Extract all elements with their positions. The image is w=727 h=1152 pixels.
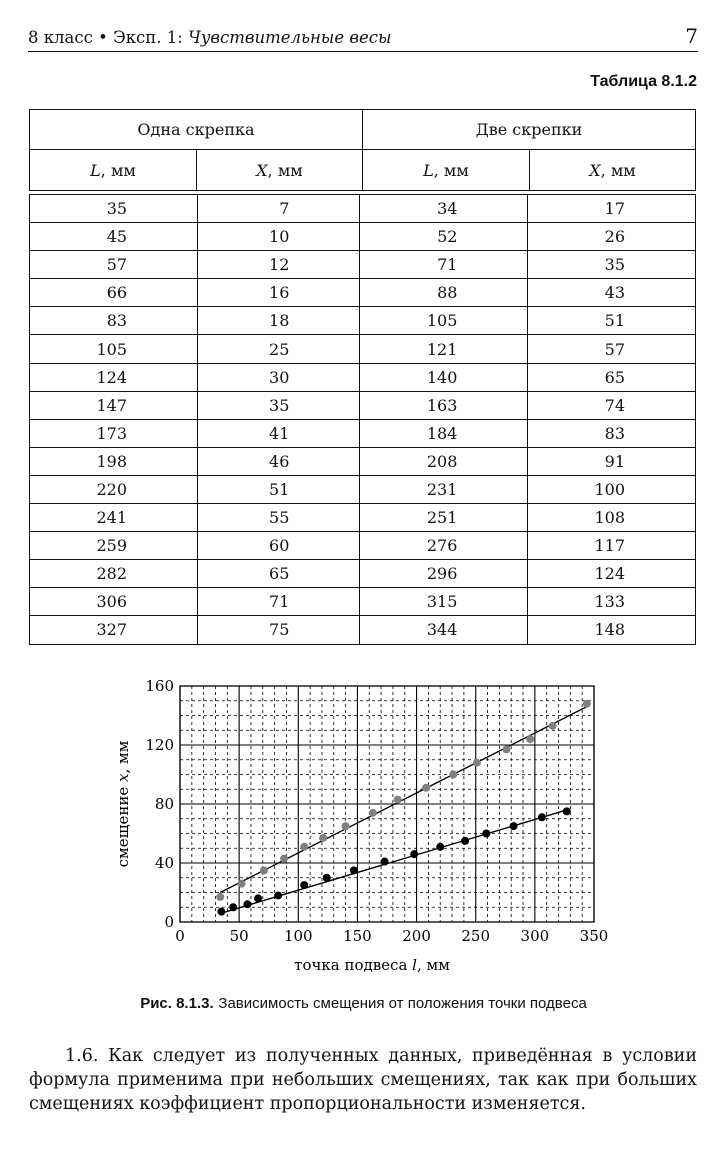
y-axis-label: смещение x, мм xyxy=(114,740,132,868)
table-cell: 315 xyxy=(360,588,528,616)
table-row xyxy=(30,616,696,644)
table-cell: 100 xyxy=(528,475,696,503)
table-cell: 117 xyxy=(528,532,696,560)
data-point-series-1 xyxy=(243,900,251,908)
data-point-series-2 xyxy=(526,735,534,743)
group-one-clip: Одна скрепка xyxy=(30,110,363,150)
table-cell: 344 xyxy=(360,616,528,644)
figure-caption-text: Зависимость смещения от положения точки подвеса xyxy=(218,995,587,1012)
data-point-series-2 xyxy=(473,759,481,767)
table-cell: 57 xyxy=(528,335,696,363)
table-header xyxy=(29,109,696,191)
table-cell: 184 xyxy=(360,419,528,447)
table-cell: 251 xyxy=(360,504,528,532)
table-row xyxy=(30,363,696,391)
table-cell: 46 xyxy=(198,447,360,475)
data-point-series-2 xyxy=(583,700,591,708)
table-cell: 108 xyxy=(528,504,696,532)
col-header-X2: X, мм xyxy=(529,150,695,191)
table-cell: 66 xyxy=(30,279,198,307)
table-cell: 16 xyxy=(198,279,360,307)
table-cell: 306 xyxy=(30,588,198,616)
table-row xyxy=(30,307,696,335)
table-cell: 133 xyxy=(528,588,696,616)
table-row xyxy=(30,532,696,560)
y-tick-label: 160 xyxy=(145,677,174,695)
data-point-series-2 xyxy=(502,745,510,753)
table-cell: 12 xyxy=(198,251,360,279)
table-row xyxy=(30,223,696,251)
x-tick-label: 50 xyxy=(229,927,249,945)
data-point-series-2 xyxy=(260,866,268,874)
table-cell: 83 xyxy=(30,307,198,335)
table-cell: 220 xyxy=(30,475,198,503)
table-cell: 7 xyxy=(198,195,360,223)
data-point-series-1 xyxy=(350,866,358,874)
data-point-series-1 xyxy=(510,822,518,830)
table-cell: 51 xyxy=(198,475,360,503)
table-cell: 327 xyxy=(30,616,198,644)
table-cell: 105 xyxy=(30,335,198,363)
data-point-series-1 xyxy=(410,850,418,858)
table-row xyxy=(30,391,696,419)
table-cell: 18 xyxy=(198,307,360,335)
table-row xyxy=(30,279,696,307)
x-tick-label: 100 xyxy=(283,927,313,945)
x-tick-label: 150 xyxy=(343,927,372,945)
header-left xyxy=(28,28,391,47)
table-cell: 71 xyxy=(360,251,528,279)
data-point-series-1 xyxy=(461,837,469,845)
table-row xyxy=(30,419,696,447)
table-cell: 45 xyxy=(30,223,198,251)
y-tick-label: 80 xyxy=(154,795,174,813)
data-point-series-1 xyxy=(563,807,571,815)
col-header-L2: L, мм xyxy=(362,150,529,191)
x-tick-label: 300 xyxy=(520,927,550,945)
table-row xyxy=(30,195,696,223)
x-tick-label: 0 xyxy=(175,927,185,945)
table-cell: 83 xyxy=(528,419,696,447)
table-row xyxy=(30,335,696,363)
y-tick-label: 0 xyxy=(164,913,174,931)
table-cell: 17 xyxy=(528,195,696,223)
table-row xyxy=(30,251,696,279)
table-cell: 124 xyxy=(528,560,696,588)
table-cell: 55 xyxy=(198,504,360,532)
data-point-series-1 xyxy=(482,830,490,838)
table-cell: 35 xyxy=(528,251,696,279)
header-rule xyxy=(28,51,698,52)
data-point-series-2 xyxy=(216,893,224,901)
col-header-X1: X, мм xyxy=(196,150,362,191)
header-exp: Эксп. 1: xyxy=(113,28,183,47)
data-point-series-2 xyxy=(300,843,308,851)
y-tick-label: 40 xyxy=(154,854,174,872)
data-point-series-1 xyxy=(274,891,282,899)
chart xyxy=(100,670,620,982)
table-caption: Таблица 8.1.2 xyxy=(590,73,697,90)
table-cell: 147 xyxy=(30,391,198,419)
table-cell: 43 xyxy=(528,279,696,307)
table-row xyxy=(30,504,696,532)
table-cell: 51 xyxy=(528,307,696,335)
data-point-series-2 xyxy=(342,822,350,830)
table-cell: 10 xyxy=(198,223,360,251)
data-point-series-1 xyxy=(381,858,389,866)
header-grade: 8 класс xyxy=(28,28,93,47)
table-cell: 35 xyxy=(30,195,198,223)
data-point-series-1 xyxy=(323,874,331,882)
table-cell: 124 xyxy=(30,363,198,391)
table-cell: 198 xyxy=(30,447,198,475)
page-header xyxy=(28,22,698,48)
table-cell: 60 xyxy=(198,532,360,560)
table-cell: 26 xyxy=(528,223,696,251)
table-cell: 173 xyxy=(30,419,198,447)
table-cell: 71 xyxy=(198,588,360,616)
table-cell: 121 xyxy=(360,335,528,363)
data-point-series-1 xyxy=(217,908,225,916)
data-point-series-2 xyxy=(422,784,430,792)
table-cell: 148 xyxy=(528,616,696,644)
x-tick-label: 250 xyxy=(461,927,491,945)
table-cell: 163 xyxy=(360,391,528,419)
table-cell: 105 xyxy=(360,307,528,335)
table-body xyxy=(29,194,696,645)
data-point-series-2 xyxy=(449,771,457,779)
table-cell: 241 xyxy=(30,504,198,532)
table-cell: 41 xyxy=(198,419,360,447)
table-cell: 65 xyxy=(198,560,360,588)
table-cell: 259 xyxy=(30,532,198,560)
table-cell: 25 xyxy=(198,335,360,363)
table-cell: 65 xyxy=(528,363,696,391)
table-cell: 35 xyxy=(198,391,360,419)
header-bullet: • xyxy=(98,28,108,47)
x-tick-label: 200 xyxy=(402,927,431,945)
table-cell: 30 xyxy=(198,363,360,391)
data-point-series-2 xyxy=(394,796,402,804)
data-point-series-1 xyxy=(300,881,308,889)
col-header-L1: L, мм xyxy=(30,150,197,191)
table-row xyxy=(30,560,696,588)
data-point-series-2 xyxy=(549,722,557,730)
y-tick-label: 120 xyxy=(145,736,174,754)
table-row xyxy=(30,447,696,475)
paragraph: 1.6. Как следует из полученных данных, приведённая в условии формула применима при небольших смещениях, так как при больших смещениях коэффициент пропорциональности изменяется. xyxy=(29,1046,697,1114)
data-point-series-2 xyxy=(369,809,377,817)
figure-caption xyxy=(0,994,727,1012)
data-point-series-1 xyxy=(229,903,237,911)
group-two-clips: Две скрепки xyxy=(362,110,695,150)
table-cell: 74 xyxy=(528,391,696,419)
data-point-series-2 xyxy=(238,880,246,888)
table-cell: 75 xyxy=(198,616,360,644)
table-cell: 57 xyxy=(30,251,198,279)
table-cell: 296 xyxy=(360,560,528,588)
table-cell: 88 xyxy=(360,279,528,307)
table-cell: 231 xyxy=(360,475,528,503)
table-cell: 91 xyxy=(528,447,696,475)
page-number: 7 xyxy=(685,24,698,48)
table-row xyxy=(30,588,696,616)
table-cell: 276 xyxy=(360,532,528,560)
data-point-series-1 xyxy=(436,843,444,851)
figure-label: Рис. 8.1.3. xyxy=(140,995,214,1012)
data-point-series-1 xyxy=(538,813,546,821)
header-title: Чувствительные весы xyxy=(188,28,392,47)
table-cell: 52 xyxy=(360,223,528,251)
data-point-series-2 xyxy=(280,855,288,863)
table-row xyxy=(30,475,696,503)
table-cell: 208 xyxy=(360,447,528,475)
data-point-series-1 xyxy=(254,894,262,902)
table-cell: 34 xyxy=(360,195,528,223)
table-cell: 140 xyxy=(360,363,528,391)
fit-line-2 xyxy=(220,707,587,893)
x-tick-label: 350 xyxy=(579,927,609,945)
table-cell: 282 xyxy=(30,560,198,588)
x-axis-label: точка подвеса l, мм xyxy=(294,956,450,974)
data-point-series-2 xyxy=(319,834,327,842)
